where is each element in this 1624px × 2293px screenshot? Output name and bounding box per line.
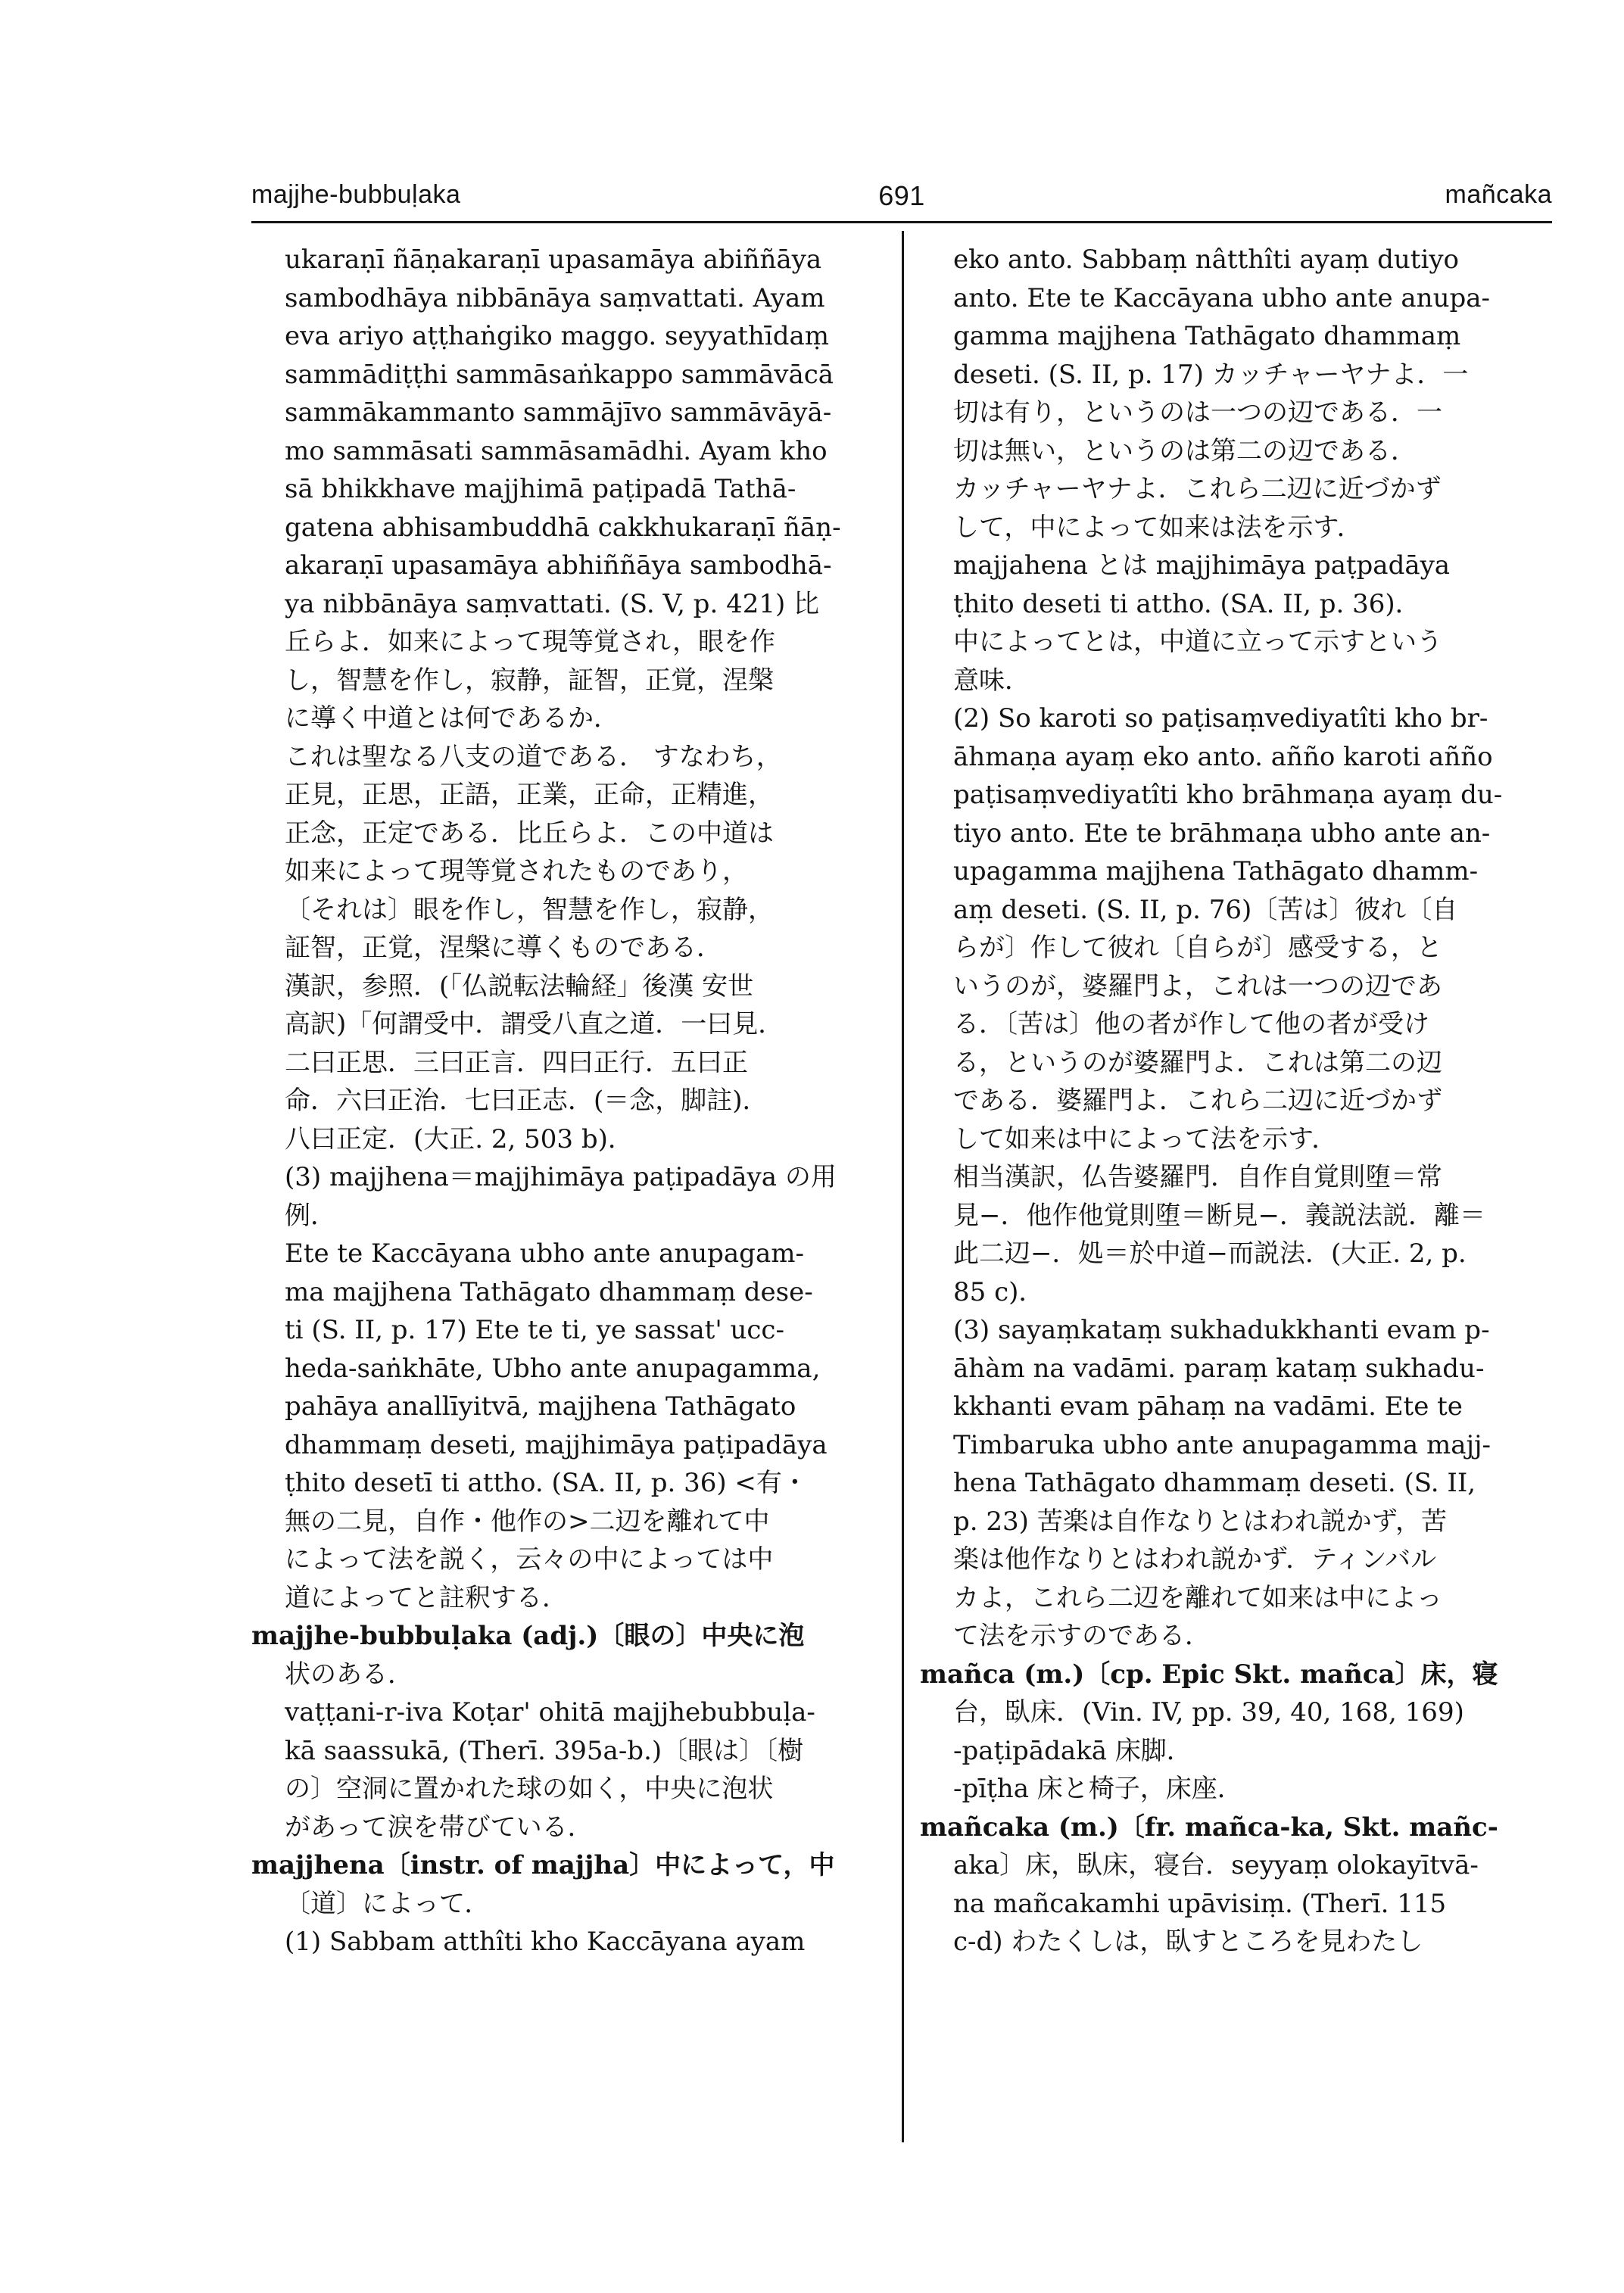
text-line: である．婆羅門よ．これら二辺に近づかず bbox=[953, 1086, 1442, 1116]
text-line: 如来によって現等覚されたものであり， bbox=[285, 856, 748, 886]
text-line: 正見，正思，正語，正業，正命，正精進， bbox=[285, 780, 774, 810]
text-line: して如来は中によって法を示す． bbox=[953, 1123, 1338, 1154]
text-line: 正念，正定である．比丘らよ．この中道は bbox=[285, 818, 774, 849]
text-line: eva ariyo aṭṭhaṅgiko maggo. seyyathīdaṃ bbox=[285, 321, 829, 351]
text-line: heda-saṅkhāte, Ubho ante anupagamma, bbox=[285, 1353, 821, 1384]
text-line: 丘らよ．如来によって現等覚され，眼を作 bbox=[285, 627, 776, 657]
text-line: 道によってと註釈する． bbox=[285, 1582, 568, 1613]
text-line: 証智，正覚，涅槃に導くものである． bbox=[285, 933, 722, 963]
text-line: sā bhikkhave majjhimā paṭipadā Tathā- bbox=[285, 474, 796, 504]
right-running-headword: mañcaka bbox=[1445, 180, 1552, 209]
text-line: 例． bbox=[285, 1200, 336, 1231]
dictionary-entry-headline: mañcaka (m.)〔fr. mañca-ka, Skt. mañc- bbox=[920, 1812, 1498, 1843]
text-line: tiyo anto. Ete te brāhmaṇa ubho ante an- bbox=[953, 818, 1491, 849]
text-line: 85 c)． bbox=[953, 1276, 1045, 1307]
left-running-headword: majjhe-bubbuḷaka bbox=[251, 180, 461, 209]
right-column bbox=[920, 241, 1552, 1961]
text-line: カッチャーヤナよ．これら二辺に近づかず bbox=[953, 474, 1442, 504]
dictionary-entry-headline: majjhe-bubbuḷaka (adj.)〔眼の〕中央に泡 bbox=[251, 1621, 805, 1651]
text-line: -pīṭha 床と椅子，床座． bbox=[953, 1774, 1243, 1804]
text-line: p. 23) 苦楽は自作なりとはわれ説かず，苦 bbox=[953, 1506, 1447, 1537]
text-line: c-d) わたくしは，臥すところを見わたし bbox=[953, 1927, 1423, 1957]
text-line: 台，臥床．(Vin. IV, pp. 39, 40, 168, 169) bbox=[953, 1697, 1464, 1728]
text-line: カよ，これら二辺を離れて如来は中によっ bbox=[953, 1582, 1442, 1613]
text-line: aka〕床，臥床，寝台．seyyaṃ olokayītvā- bbox=[953, 1850, 1479, 1880]
text-line: (1) Sabbam atthîti kho Kaccāyana ayam bbox=[285, 1927, 806, 1957]
text-line: na mañcakamhi upāvisiṃ. (Therī. 115 bbox=[953, 1888, 1447, 1919]
text-line: kā saassukā, (Therī. 395a-b.)〔眼は〕〔樹 bbox=[285, 1735, 804, 1766]
text-line: 意味． bbox=[953, 665, 1030, 696]
header-rule bbox=[251, 221, 1552, 223]
text-line: eko anto. Sabbaṃ nâtthîti ayaṃ dutiyo bbox=[953, 245, 1460, 275]
text-line: vaṭṭani-r-iva Koṭar' ohitā majjhebubbuḷa- bbox=[285, 1697, 815, 1728]
left-column bbox=[251, 241, 880, 1961]
text-line: anto. Ete te Kaccāyana ubho ante anupa- bbox=[953, 282, 1490, 313]
text-line: があって涙を帯びている． bbox=[285, 1812, 594, 1843]
text-line: いうのが，婆羅門よ，これは一つの辺であ bbox=[953, 970, 1442, 1002]
text-line: sammākammanto sammājīvo sammāvāyā- bbox=[285, 397, 832, 428]
text-line: これは聖なる八支の道である． すなわち， bbox=[285, 741, 782, 772]
text-line: ti (S. II, p. 17) Ete te ti, ye sassat' ucc- bbox=[285, 1315, 784, 1345]
text-line: によって法を説く，云々の中によっては中 bbox=[285, 1544, 774, 1575]
text-line: deseti. (S. II, p. 17) カッチャーヤナよ．一 bbox=[953, 359, 1469, 390]
text-line: 中によってとは，中道に立って示すという bbox=[953, 627, 1442, 657]
text-line: kkhanti evam pāhaṃ na vadāmi. Ete te bbox=[953, 1391, 1463, 1422]
dictionary-entry-headline: mañca (m.)〔cp. Epic Skt. mañca〕床，寝 bbox=[920, 1659, 1498, 1690]
text-line: 此二辺−．処＝於中道−而説法．(大正. 2, p. bbox=[953, 1238, 1467, 1269]
page-number: 691 bbox=[878, 180, 925, 211]
page-header bbox=[251, 180, 1552, 220]
text-line: sammādiṭṭhi sammāsaṅkappo sammāvācā bbox=[285, 359, 834, 390]
text-line: mo sammāsati sammāsamādhi. Ayam kho bbox=[285, 435, 828, 466]
dictionary-entry-headline: majjhena〔instr. of majjha〕中によって，中 bbox=[251, 1850, 835, 1880]
text-line: gamma majjhena Tathāgato dhammaṃ bbox=[953, 321, 1461, 351]
text-line: (3) sayaṃkataṃ sukhadukkhanti evam p- bbox=[953, 1315, 1490, 1345]
text-line: 状のある． bbox=[285, 1659, 413, 1690]
text-line: Timbaruka ubho ante anupagamma majj- bbox=[953, 1429, 1492, 1460]
text-line: 高訳)「何謂受中．謂受八直之道．一曰見． bbox=[285, 1009, 784, 1039]
text-line: して，中によって如来は法を示す． bbox=[953, 512, 1363, 543]
text-line: paṭisaṃvediyatîti kho brāhmaṇa ayaṃ du- bbox=[953, 780, 1503, 810]
text-line: 八曰正定．(大正. 2, 503 b)． bbox=[285, 1123, 634, 1154]
text-line: 命．六曰正治．七曰正志．(＝念，脚註)． bbox=[285, 1086, 768, 1116]
text-line: akaraṇī upasamāya abhiññāya sambodhā- bbox=[285, 550, 832, 581]
text-line: 二曰正思．三曰正言．四曰正行．五曰正 bbox=[285, 1047, 748, 1078]
text-line: upagamma majjhena Tathāgato dhamm- bbox=[953, 856, 1479, 886]
text-line: ṭhito desetī ti attho. (SA. II, p. 36) <有・ bbox=[285, 1468, 808, 1498]
text-line: に導く中道とは何であるか． bbox=[285, 703, 619, 734]
text-line: る．〔苦は〕他の者が作して他の者が受け bbox=[953, 1009, 1429, 1039]
text-line: る，というのが婆羅門よ．これは第二の辺 bbox=[953, 1047, 1442, 1078]
text-line: pahāya anallīyitvā, majjhena Tathāgato bbox=[285, 1391, 796, 1422]
text-line: 見−．他作他覚則堕＝断見−．義説法説．離＝ bbox=[953, 1200, 1485, 1231]
text-line: 切は無い，というのは第二の辺である． bbox=[953, 435, 1417, 466]
text-line: 相当漢訳，仏告婆羅門．自作自覚則堕＝常 bbox=[953, 1162, 1442, 1192]
text-line: aṃ deseti. (S. II, p. 76)〔苦は〕彼れ〔自 bbox=[953, 894, 1458, 925]
text-line: し，智慧を作し，寂静，証智，正覚，涅槃 bbox=[285, 665, 774, 696]
column-divider bbox=[902, 231, 904, 2142]
text-line: ukaraṇī ñāṇakaraṇī upasamāya abiññāya bbox=[285, 245, 822, 275]
text-line: ma majjhena Tathāgato dhammaṃ dese- bbox=[285, 1276, 813, 1307]
text-line: 楽は他作なりとはわれ説かず．ティンバル bbox=[953, 1544, 1437, 1575]
text-line: て法を示すのである． bbox=[953, 1621, 1211, 1651]
text-line: の〕空洞に置かれた球の如く，中央に泡状 bbox=[285, 1774, 774, 1804]
text-line: ya nibbānāya saṃvattati. (S. V, p. 421) 比 bbox=[285, 588, 820, 619]
text-line: -paṭipādakā 床脚． bbox=[953, 1735, 1192, 1766]
text-line: (3) majjhena＝majjhimāya paṭipadāya の用 bbox=[285, 1162, 837, 1192]
text-line: dhammaṃ deseti, majjhimāya paṭipadāya bbox=[285, 1429, 828, 1460]
text-line: 〔それは〕眼を作し，智慧を作し，寂静， bbox=[285, 894, 774, 925]
text-line: 無の二見，自作・他作の>二辺を離れて中 bbox=[285, 1506, 770, 1537]
text-line: 漢訳，参照．(「仏説転法輪経」後漢 安世 bbox=[285, 970, 754, 1002]
text-line: āhmaṇa ayaṃ eko anto. añño karoti añño bbox=[953, 741, 1493, 772]
text-line: hena Tathāgato dhammaṃ deseti. (S. II, bbox=[953, 1468, 1476, 1498]
text-line: Ete te Kaccāyana ubho ante anupagam- bbox=[285, 1238, 804, 1269]
text-line: gatena abhisambuddhā cakkhukaraṇī ñāṇ- bbox=[285, 512, 841, 543]
text-line: (2) So karoti so paṭisaṃvediyatîti kho br- bbox=[953, 703, 1488, 734]
text-line: sambodhāya nibbānāya saṃvattati. Ayam bbox=[285, 282, 825, 313]
text-line: 切は有り，というのは一つの辺である．一 bbox=[953, 397, 1442, 428]
text-line: 〔道〕によって． bbox=[285, 1888, 491, 1919]
text-line: ṭhito deseti ti attho. (SA. II, p. 36)． bbox=[953, 588, 1421, 619]
text-line: āhàm na vadāmi. paraṃ kataṃ sukhadu- bbox=[953, 1353, 1485, 1384]
text-line: らが〕作して彼れ〔自らが〕感受する，と bbox=[953, 933, 1442, 963]
text-line: majjahena とは majjhimāya paṭpadāya bbox=[953, 550, 1451, 581]
